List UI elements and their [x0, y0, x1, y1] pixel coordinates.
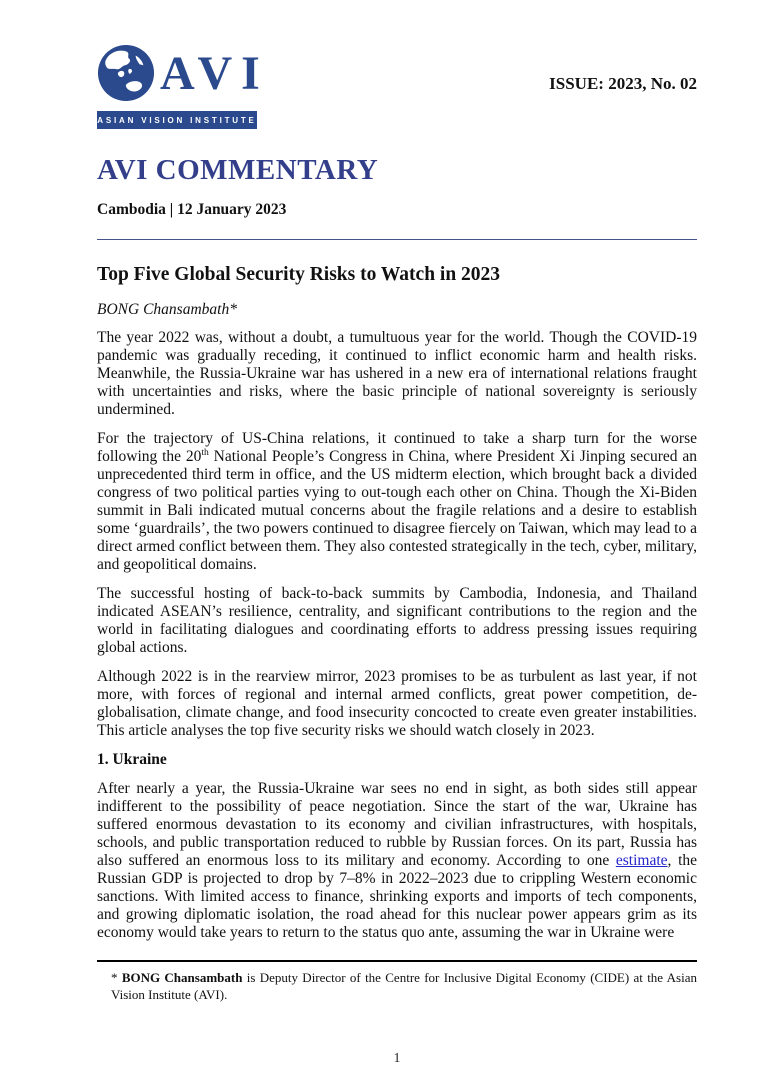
article-author: BONG Chansambath* [97, 301, 237, 318]
paragraph-text: , the Russian GDP is projected to drop by 7–8% in 2022–2023 due to crippling Western economic sanctions. With limited access to finance, shrinking exports and imports of tech components, and growing diplomatic isolation, the road ahead for this nuclear power appears grim as its economy would take years to return to the status quo ante, assuming the war in Ukraine were [97, 852, 698, 941]
paragraph-text: The successful hosting of back-to-back summits by Cambodia, Indonesia, and Thailand indicated ASEAN’s resilience, centrality, and significant contributions to the region and the world in facilitating dialogues and coordinating efforts to address pressing issues requiring global actions. [97, 585, 697, 656]
publication-title: AVI COMMENTARY [97, 154, 379, 186]
article-title: Top Five Global Security Risks to Watch in 2023 [97, 264, 501, 285]
body-paragraph [97, 668, 697, 740]
article [0, 264, 768, 942]
paragraph-text: For the trajectory of US-China relations, it continued to take a sharp turn for the worse following the 20 [97, 430, 697, 465]
body-paragraph [97, 329, 697, 419]
body-paragraph [97, 430, 697, 574]
body-paragraph [97, 780, 697, 942]
footnote-text: is Deputy Director of the Centre for Inclusive Digital Economy (CIDE) at the Asian Vision Institute (AVI). [111, 970, 697, 1002]
logo-banner: ASIAN VISION INSTITUTE [97, 111, 257, 129]
paragraph-text: After nearly a year, the Russia-Ukraine war sees no end in sight, as both sides still appear indifferent to the possibility of peace negotiation. Since the start of the war, Ukraine has suffered enormous devastation to its economy and civilian infrastructures, with hospitals, schools, and public transportation reduced to rubble by Russian forces. On its part, Russia has also suffered an enormous loss to its military and economy. According to one [97, 780, 697, 869]
body-paragraph [97, 585, 697, 657]
article-body [97, 329, 697, 942]
superscript-text: th [201, 446, 209, 458]
page-number: 1 [393, 1050, 401, 1065]
paragraph-text: Although 2022 is in the rearview mirror, 2023 promises to be as turbulent as last year, if not more, with forces of regional and internal armed conflicts, great power competition, de-globalisation, climate change, and food insecurity concocted to create even greater instabilities. This article analyses the top five security risks we should watch closely in 2023. [97, 668, 697, 739]
masthead [0, 154, 768, 240]
page-footer [97, 960, 697, 1086]
issue-label: ISSUE: 2023, No. 02 [549, 74, 697, 93]
paragraph-text: National People’s Congress in China, where President Xi Jinping secured an unprecedented third term in office, and the US midterm election, which brought back a divided congress of two political parties vying to out-tough each other on China. Though the Xi-Biden summit in Bali indicated mutual concerns about the fragile relations and a desire to establish some ‘guardrails’, the two powers continued to disagree fiercely on Taiwan, which may lead to a direct armed conflict between them. They also contested strategically in the tech, cyber, military, and geopolitical domains. [97, 448, 697, 573]
paragraph-text: 1. Ukraine [97, 751, 167, 768]
page-header [0, 0, 768, 129]
inline-link[interactable]: estimate [615, 852, 668, 869]
globe-asia-icon [97, 44, 155, 107]
masthead-divider [97, 239, 697, 240]
paragraph-text: The year 2022 was, without a doubt, a tumultuous year for the world. Though the COVID-19 pandemic was gradually receding, it continued to inflict economic harm and health risks. Meanwhile, the Russia-Ukraine war has ushered in a new era of international relations fraught with uncertainties and risks, where the basic principle of national sovereignty is seriously undermined. [97, 329, 697, 418]
avi-logo [97, 44, 267, 129]
footnote-author: BONG Chansambath [121, 970, 243, 985]
footnote [97, 962, 697, 1003]
logo-acronym: AVI [160, 46, 269, 100]
dateline: Cambodia | 12 January 2023 [97, 201, 287, 218]
footnote-marker: * [111, 970, 122, 985]
section-heading [97, 751, 697, 769]
